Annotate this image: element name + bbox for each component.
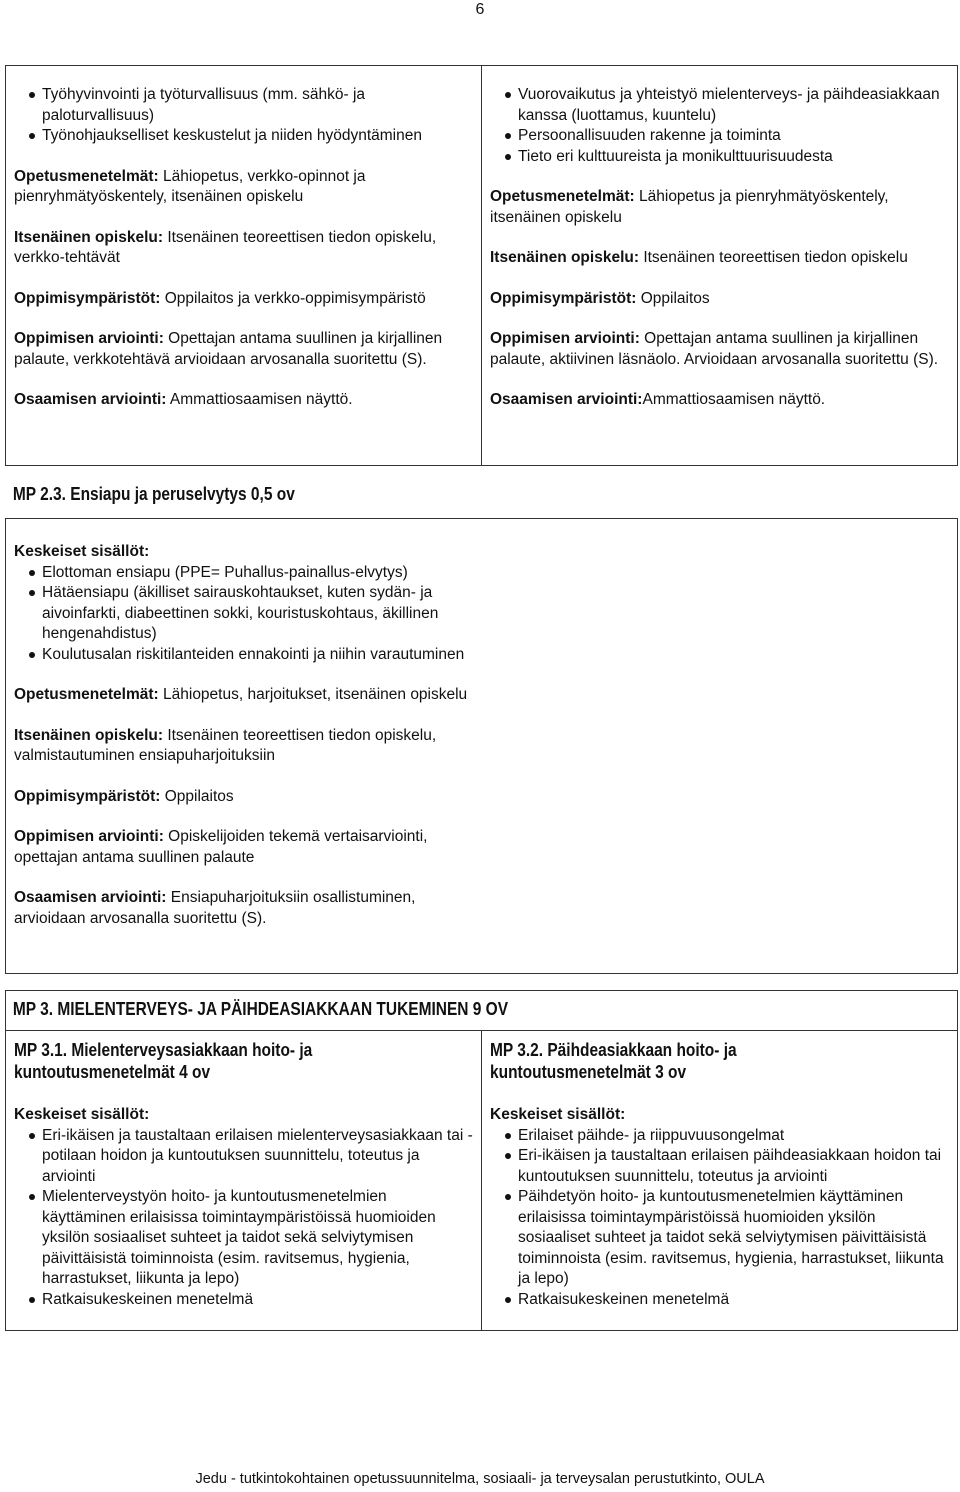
left-evaluation [14,329,473,370]
top-left-cell [6,85,481,411]
right-skill-assessment [490,390,950,411]
evaluation-label: Oppimisen arviointi: [490,330,640,347]
environment-text: Oppilaitos ja verkko-oppimisympäristö [160,289,426,307]
list-item: Vuorovaikutus ja yhteistyö mielenterveys- ja päihdeasiakkaan kanssa (luottamus, kuuntelu) [490,85,950,126]
mp23-methods [14,685,468,706]
independent-label: Itsenäinen opiskelu: [14,726,164,744]
methods-label: Opetusmenetelmät: [14,686,159,703]
right-methods [490,187,950,228]
list-item: Erilaiset päihde- ja riippuvuusongelmat [490,1126,950,1147]
mp32-item-list [490,1126,950,1311]
evaluation-label: Oppimisen arviointi: [14,330,164,347]
mp31-heading-line2: kuntoutusmenetelmät 4 ov [14,1062,211,1082]
skill-text: Ensiapuharjoituksiin osallistuminen, arvioidaan arvosanalla suoritettu (S). [14,889,416,927]
page-number: 6 [475,1,485,18]
list-item: Eri-ikäisen ja taustaltaan erilaisen päihdeasiakkaan hoidon tai kuntoutuksen suunnittelu, toteutus ja arviointi [490,1146,950,1187]
list-item: Koulutusalan riskitilanteiden ennakointi ja niihin varautuminen [14,645,468,666]
list-item: Työhyvinvointi ja työturvallisuus (mm. sähkö- ja paloturvallisuus) [14,85,473,126]
mp32-heading-line1: MP 3.2. Päihdeasiakkaan hoito- ja [490,1040,737,1060]
page-footer: Jedu - tutkintokohtainen opetussuunnitelma, sosiaali- ja terveysalan perustutkinto, OULA [195,1471,765,1487]
right-environment [490,289,950,310]
independent-label: Itsenäinen opiskelu: [490,249,640,266]
independent-text: Itsenäinen teoreettisen tiedon opiskelu, valmistautuminen ensiapuharjoituksiin [14,726,437,764]
left-skill-assessment [14,390,473,411]
mp23-cell [6,542,476,929]
skill-text: Ammattiosaamisen näyttö. [642,391,826,408]
list-item: Työnohjaukselliset keskustelut ja niiden hyödyntäminen [14,126,473,147]
list-item: Mielenterveystyön hoito- ja kuntoutusmenetelmien käyttäminen erilaisissa toimintaympäristöissä huomioiden yksilön sosiaaliset suhteet ja taidot sekä selviytymisen päivittäisistä toiminnoista (esim. ravitsemus, hygienia, harrastukset, liikunta ja lepo) [14,1187,473,1290]
right-item-list [490,85,950,167]
list-item: Eri-ikäisen ja taustaltaan erilaisen mielenterveysasiakkaan tai -potilaan hoidon ja kuntoutuksen suunnittelu, toteutus ja arviointi [14,1126,473,1188]
methods-text: Lähiopetus, verkko-opinnot ja pienryhmätyöskentely, itsenäinen opiskelu [14,167,366,205]
mp31-item-list [14,1126,473,1311]
mp23-evaluation [14,827,468,868]
environment-text: Oppilaitos [636,289,710,307]
skill-label: Osaamisen arviointi: [14,889,167,906]
list-item: Tieto eri kulttuureista ja monikulttuurisuudesta [490,147,950,168]
mp23-item-list [14,563,468,666]
left-environment [14,289,473,310]
independent-text: Itsenäinen teoreettisen tiedon opiskelu, verkko-tehtävät [14,228,437,266]
skill-label: Osaamisen arviointi: [490,391,643,408]
mp31-core-label: Keskeiset sisällöt: [14,1106,150,1123]
mp32-heading-line2: kuntoutusmenetelmät 3 ov [490,1062,687,1082]
left-item-list [14,85,473,147]
environment-label: Oppimisympäristöt: [490,289,637,307]
list-item: Persoonallisuuden rakenne ja toiminta [490,126,950,147]
methods-text: Lähiopetus ja pienryhmätyöskentely, itsenäinen opiskelu [490,188,889,226]
mp31-heading-line1: MP 3.1. Mielenterveysasiakkaan hoito- ja [14,1040,313,1060]
evaluation-text: Opettajan antama suullinen ja kirjallinen palaute, aktiivinen läsnäolo. Arvioidaan arvosanalla suoritettu (S). [490,330,939,368]
left-independent [14,228,473,269]
evaluation-text: Opiskelijoiden tekemä vertaisarviointi, opettajan antama suullinen palaute [14,828,428,866]
mp23-core-label: Keskeiset sisällöt: [14,543,150,560]
right-independent [490,248,950,269]
evaluation-label: Oppimisen arviointi: [14,828,164,845]
right-evaluation [490,329,950,370]
list-item: Päihdetyön hoito- ja kuntoutusmenetelmien käyttäminen erilaisissa toimintaympäristöissä huomioiden yksilön sosiaaliset suhteet ja taidot sekä selviytymisen päivittäisistä toiminnoista (esim. ravitsemus, hygienia, harrastukset, liikunta ja lepo) [490,1187,950,1290]
left-methods [14,167,473,208]
mp23-skill-assessment [14,888,468,929]
list-item: Elottoman ensiapu (PPE= Puhallus-painallus-elvytys) [14,563,468,584]
methods-label: Opetusmenetelmät: [14,167,159,185]
evaluation-text: Opettajan antama suullinen ja kirjallinen palaute, verkkotehtävä arvioidaan arvosanalla suoritettu (S). [14,330,443,368]
top-right-cell [482,85,958,411]
methods-label: Opetusmenetelmät: [490,188,635,205]
mp32-core-label: Keskeiset sisällöt: [490,1106,626,1123]
mp3-heading: MP 3. MIELENTERVEYS- JA PÄIHDEASIAKKAAN TUKEMINEN 9 OV [12,999,509,1019]
list-item: Ratkaisukeskeinen menetelmä [490,1290,950,1311]
environment-label: Oppimisympäristöt: [14,787,161,805]
independent-label: Itsenäinen opiskelu: [14,228,164,246]
skill-label: Osaamisen arviointi: [14,391,167,408]
methods-text: Lähiopetus, harjoitukset, itsenäinen opiskelu [158,686,468,703]
mp31-cell [6,1039,481,1310]
mp23-heading: MP 2.3. Ensiapu ja peruselvytys 0,5 ov [12,484,295,504]
environment-text: Oppilaitos [160,787,234,805]
independent-text: Itsenäinen teoreettisen tiedon opiskelu [639,249,908,266]
skill-text: Ammattiosaamisen näyttö. [166,391,353,408]
mp32-cell [482,1039,958,1310]
list-item: Ratkaisukeskeinen menetelmä [14,1290,473,1311]
list-item: Hätäensiapu (äkilliset sairauskohtaukset, kuten sydän- ja aivoinfarkti, diabeettinen sokki, kouristuskohtaus, äkillinen hengenahdistus) [14,583,468,645]
environment-label: Oppimisympäristöt: [14,289,161,307]
mp23-independent [14,726,468,767]
mp23-environment [14,787,468,808]
